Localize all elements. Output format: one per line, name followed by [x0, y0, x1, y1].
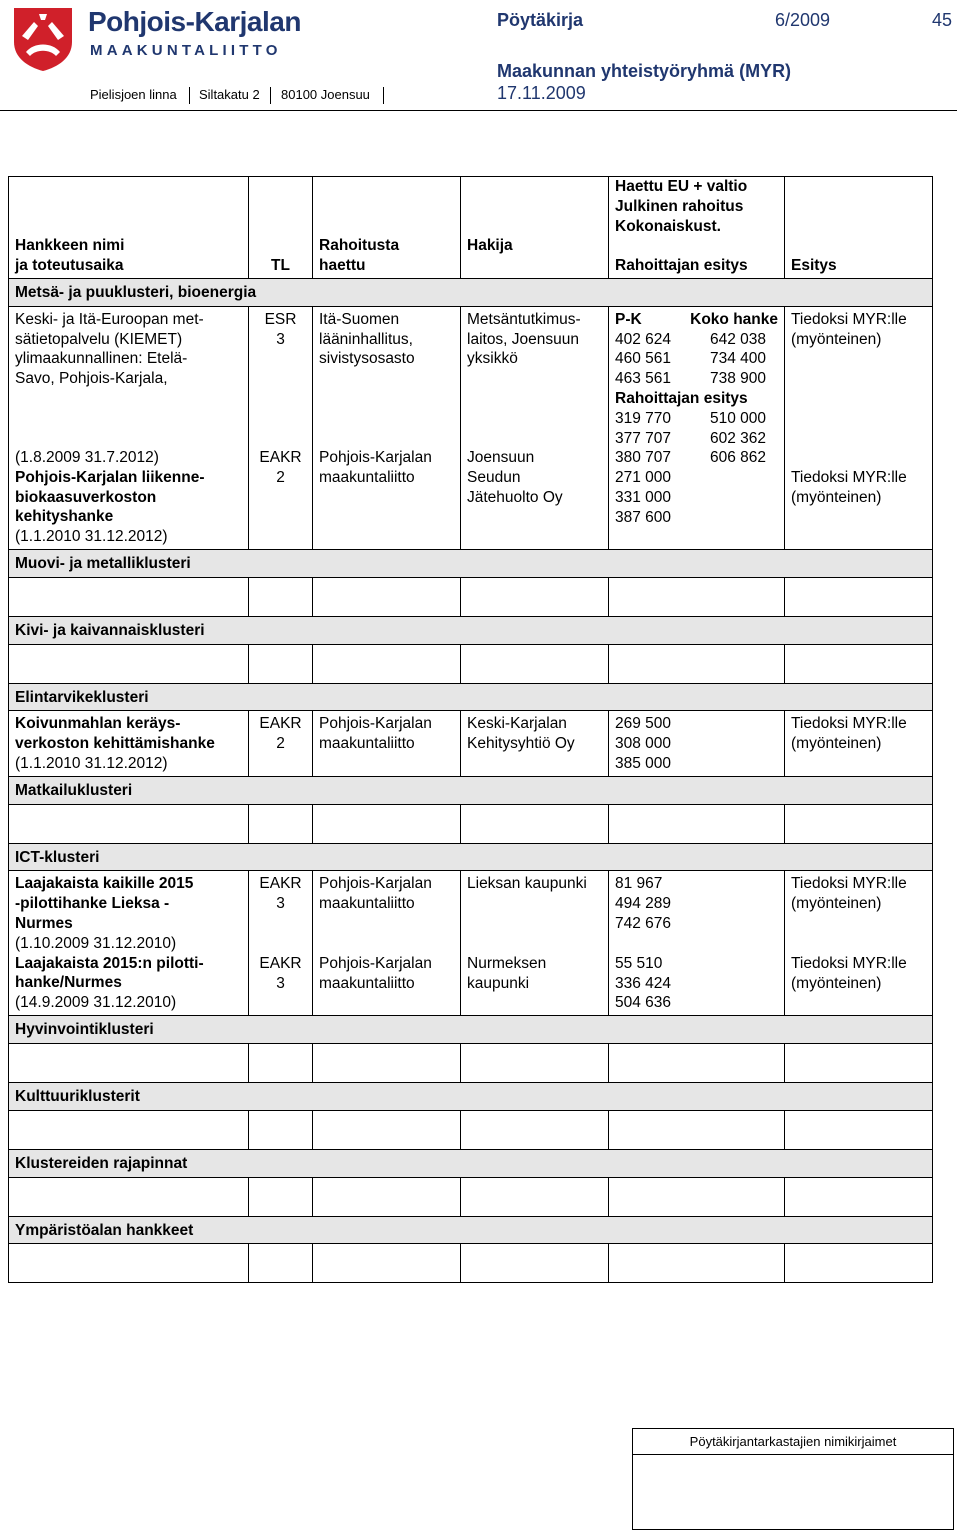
category-ict: ICT-klusteri [9, 843, 933, 871]
body-name: Maakunnan yhteistyöryhmä (MYR) [497, 61, 792, 81]
hakija-cell: Lieksan kaupunki Nurmeksen kaupunki [461, 871, 609, 1016]
category-kivi: Kivi- ja kaivannaisklusteri [9, 616, 933, 644]
org-subtitle: MAAKUNTALIITTO [90, 42, 282, 59]
address-divider [383, 87, 384, 104]
table-row [9, 1043, 933, 1082]
category-kulttuuri: Kulttuuriklusterit [9, 1082, 933, 1110]
coat-of-arms-icon [12, 6, 74, 72]
haettu-cell: Itä-Suomen lääninhallitus, sivistysosasto Pohjois-Karjalan maakuntaliitto [313, 306, 461, 549]
table-header-row [9, 177, 933, 279]
amounts-cell: P-K Koko hanke 402 624 642 038 460 561 734 400 463 561 738 900 Rahoittajan esitys 319 770 510 000 377 707 602 362 380 707 606 862 271 000 331 000 387 600 [609, 306, 785, 549]
doc-number: 6/2009 [775, 10, 831, 30]
table-row [9, 306, 933, 549]
signature-box [632, 1428, 954, 1530]
category-metsa: Metsä- ja puuklusteri, bioenergia [9, 278, 933, 306]
page-number: 45 [932, 10, 953, 30]
table-row [9, 871, 933, 1016]
col-header-tl: TL [249, 177, 313, 279]
signature-label: Pöytäkirjantarkastajien nimikirjaimet [633, 1429, 953, 1455]
table-row [9, 804, 933, 843]
hakija-cell: Metsäntutkimus- laitos, Joensuun yksikkö Joensuun Seudun Jätehuolto Oy [461, 306, 609, 549]
decision-cell: Tiedoksi MYR:lle (myönteinen) Tiedoksi MYR:lle (myönteinen) [785, 306, 933, 549]
address-city: 80100 Joensuu [281, 87, 370, 102]
table-row [9, 1177, 933, 1216]
table-row [9, 711, 933, 776]
col-header-esitys: Esitys [785, 177, 933, 279]
col-header-haettu: Rahoitusta haettu [313, 177, 461, 279]
project-table [8, 176, 933, 1283]
address-street: Siltakatu 2 [199, 87, 260, 102]
col-header-amounts: Haettu EU + valtio Julkinen rahoitus Kokonaiskust. Rahoittajan esitys [609, 177, 785, 279]
table-row [9, 644, 933, 683]
category-ymparisto: Ympäristöalan hankkeet [9, 1216, 933, 1244]
project-name-cell: Keski- ja Itä-Euroopan met- sätietopalvelu (KIEMET) ylimaakunnallinen: Etelä- Savo, Pohjois-Karjala, (1.8.2009 31.7.2012) Pohjois-Karjalan liikenne- biokaasuverkoston kehityshanke (1.1.2010 31.12.2012) [9, 306, 249, 549]
category-hyvinvointi: Hyvinvointiklusteri [9, 1016, 933, 1044]
category-muovi: Muovi- ja metalliklusteri [9, 549, 933, 577]
haettu-cell: Pohjois-Karjalan maakuntaliitto [313, 711, 461, 776]
header-divider [0, 110, 957, 111]
amounts-cell: 269 500 308 000 385 000 [609, 711, 785, 776]
decision-cell: Tiedoksi MYR:lle (myönteinen) [785, 711, 933, 776]
col-header-name: Hankkeen nimi ja toteutusaika [9, 177, 249, 279]
tl-cell: ESR 3 EAKR 2 [249, 306, 313, 549]
address-divider [270, 87, 271, 104]
address-divider [189, 87, 190, 104]
amounts-cell: 81 967 494 289 742 676 55 510 336 424 504 636 [609, 871, 785, 1016]
meeting-date: 17.11.2009 [497, 83, 586, 103]
category-rajapinnat: Klustereiden rajapinnat [9, 1149, 933, 1177]
decision-cell: Tiedoksi MYR:lle (myönteinen) Tiedoksi MYR:lle (myönteinen) [785, 871, 933, 1016]
hakija-cell: Keski-Karjalan Kehitysyhtiö Oy [461, 711, 609, 776]
tl-cell: EAKR 2 [249, 711, 313, 776]
project-name-cell: Laajakaista kaikille 2015 -pilottihanke Lieksa - Nurmes (1.10.2009 31.12.2010) Laajakaista 2015:n pilotti- hanke/Nurmes (14.9.2009 31.12.2010) [9, 871, 249, 1016]
category-matkailu: Matkailuklusteri [9, 776, 933, 804]
doc-type: Pöytäkirja [497, 10, 584, 30]
tl-cell: EAKR 3 EAKR 3 [249, 871, 313, 1016]
project-name-cell: Koivunmahlan keräys- verkoston kehittämishanke (1.1.2010 31.12.2012) [9, 711, 249, 776]
haettu-cell: Pohjois-Karjalan maakuntaliitto Pohjois-Karjalan maakuntaliitto [313, 871, 461, 1016]
table-row [9, 1244, 933, 1283]
address-building: Pielisjoen linna [90, 87, 177, 102]
col-header-hakija: Hakija [461, 177, 609, 279]
table-row [9, 577, 933, 616]
org-name: Pohjois-Karjalan [88, 6, 301, 37]
category-elintarvike: Elintarvikeklusteri [9, 683, 933, 711]
table-row [9, 1110, 933, 1149]
